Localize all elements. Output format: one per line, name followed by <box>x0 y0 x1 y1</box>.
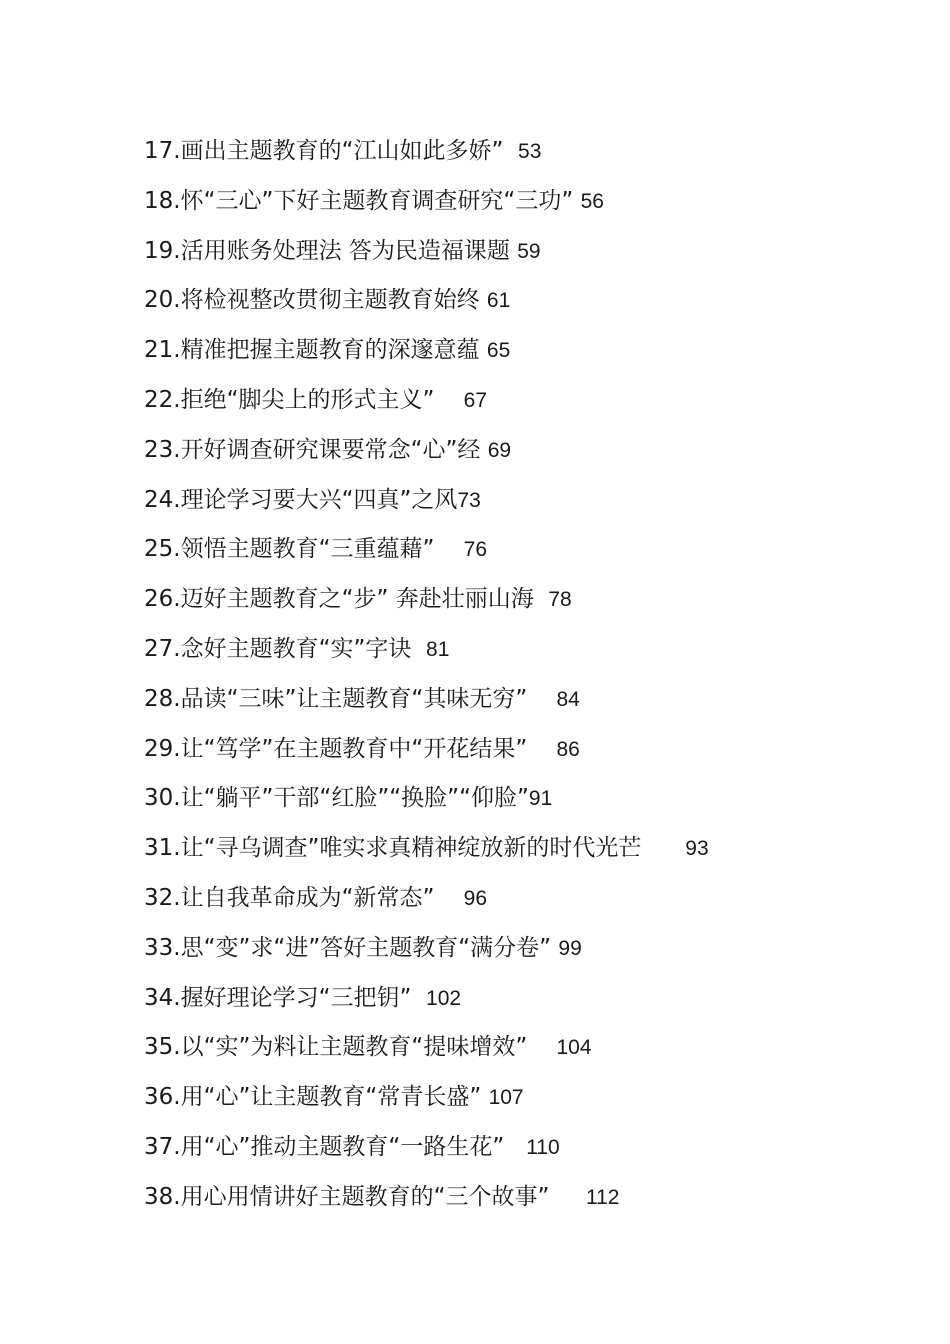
toc-entry-gap <box>573 188 580 214</box>
toc-entry-title: 23.开好调查研究课要常念“心”经 <box>144 436 481 463</box>
toc-entry <box>144 1028 864 1078</box>
toc-entry <box>144 979 864 1029</box>
toc-entry-gap <box>434 885 463 911</box>
toc-entry-title: 29.让“笃学”在主题教育中“开花结果” <box>144 735 528 762</box>
toc-entry-title: 34.握好理论学习“三把钥” <box>144 984 412 1011</box>
toc-entry <box>144 630 864 680</box>
toc-entry-title: 36.用“心”让主题教育“常青长盛” <box>144 1084 482 1111</box>
toc-entry-page-number: 76 <box>463 538 488 562</box>
toc-entry-title: 32.让自我革命成为“新常态” <box>144 884 435 911</box>
toc-entry-title: 21.精准把握主题教育的深邃意蕴 <box>144 337 480 364</box>
toc-entry <box>144 730 864 780</box>
toc-entry-page-number: 84 <box>556 687 580 711</box>
toc-entry-title: 31.让“寻乌调查”唯实求真精神绽放新的时代光芒 <box>144 835 642 862</box>
toc-entry-page-number: 73 <box>457 488 481 512</box>
toc-entry <box>144 182 864 232</box>
toc-entry-gap <box>549 1184 586 1210</box>
toc-entry-gap <box>411 636 426 662</box>
toc-entry <box>144 879 864 929</box>
toc-entry-gap <box>434 387 463 413</box>
toc-entry-title: 22.拒绝“脚尖上的形式主义” <box>144 386 435 413</box>
toc-entry <box>144 232 864 282</box>
toc-entry-gap <box>527 736 556 762</box>
toc-entry <box>144 779 864 829</box>
toc-entry-gap <box>504 1134 526 1160</box>
toc-entry-page-number: 81 <box>426 637 450 661</box>
toc-entry-page-number: 93 <box>685 837 709 861</box>
toc-entry-title: 28.品读“三味”让主题教育“其味无穷” <box>144 685 528 712</box>
toc-entry-gap <box>534 586 549 612</box>
toc-entry-page-number: 53 <box>518 140 542 163</box>
toc-entry-title: 25.领悟主题教育“三重蕴藉” <box>144 536 435 563</box>
toc-entry-gap <box>480 287 487 313</box>
toc-entry-page-number: 96 <box>463 886 488 910</box>
toc-entry-gap <box>481 1084 488 1110</box>
toc-entry-gap <box>527 686 556 712</box>
toc-entry <box>144 530 864 580</box>
toc-entry-gap <box>503 138 518 164</box>
toc-entry-title: 38.用心用情讲好主题教育的“三个故事” <box>144 1183 550 1210</box>
toc-entry-title: 35.以“实”为料让主题教育“提味增效” <box>144 1034 528 1061</box>
toc-entry-gap <box>434 536 463 562</box>
toc-entry-page-number: 65 <box>486 339 511 363</box>
toc-entry <box>144 680 864 730</box>
toc-entry-page-number: 107 <box>488 1086 524 1110</box>
toc-entry-title: 33.思“变”求“进”答好主题教育“满分卷” <box>144 934 552 961</box>
toc-entry-gap <box>411 985 426 1011</box>
toc-entry <box>144 331 864 381</box>
toc-entry-gap <box>527 1034 556 1060</box>
toc-entry <box>144 1078 864 1128</box>
toc-entry-page-number: 86 <box>556 737 580 761</box>
toc-entry <box>144 381 864 431</box>
toc-entry-gap <box>641 835 685 861</box>
table-of-contents <box>144 132 864 1228</box>
toc-entry <box>144 281 864 331</box>
toc-entry-page-number: 112 <box>585 1185 620 1209</box>
toc-entry-page-number: 102 <box>426 986 462 1010</box>
toc-entry <box>144 1178 864 1228</box>
toc-entry-title: 20.将检视整改贯彻主题教育始终 <box>144 287 480 314</box>
toc-entry-title: 27.念好主题教育“实”字诀 <box>144 635 412 662</box>
toc-entry-title: 26.迈好主题教育之“步” 奔赴壮丽山海 <box>144 586 534 613</box>
toc-entry <box>144 580 864 630</box>
toc-entry-page-number: 99 <box>558 936 582 960</box>
toc-entry-page-number: 69 <box>487 438 512 462</box>
toc-entry <box>144 929 864 979</box>
toc-entry <box>144 481 864 531</box>
toc-entry-title: 37.用“心”推动主题教育“一路生花” <box>144 1133 505 1160</box>
toc-entry <box>144 132 864 182</box>
toc-entry-page-number: 110 <box>526 1135 560 1159</box>
toc-entry <box>144 431 864 481</box>
toc-entry-page-number: 67 <box>463 388 488 412</box>
toc-entry-page-number: 61 <box>486 289 511 313</box>
toc-entry-title: 18.怀“三心”下好主题教育调查研究“三功” <box>144 187 574 214</box>
toc-entry-page-number: 59 <box>517 239 541 263</box>
toc-entry-page-number: 104 <box>556 1036 592 1060</box>
toc-entry-title: 17.画出主题教育的“江山如此多娇” <box>144 138 504 164</box>
toc-entry-page-number: 91 <box>528 787 553 811</box>
toc-entry-title: 19.活用账务处理法 答为民造福课题 <box>144 237 510 264</box>
toc-entry-gap <box>480 337 487 363</box>
toc-entry <box>144 1128 864 1178</box>
toc-entry-title: 30.让“躺平”干部“红脸”“换脸”“仰脸” <box>144 785 529 812</box>
toc-entry-page-number: 56 <box>580 189 604 213</box>
toc-entry <box>144 829 864 879</box>
toc-entry-title: 24.理论学习要大兴“四真”之风 <box>144 486 458 513</box>
toc-entry-gap <box>480 437 487 463</box>
toc-entry-page-number: 78 <box>548 588 572 612</box>
